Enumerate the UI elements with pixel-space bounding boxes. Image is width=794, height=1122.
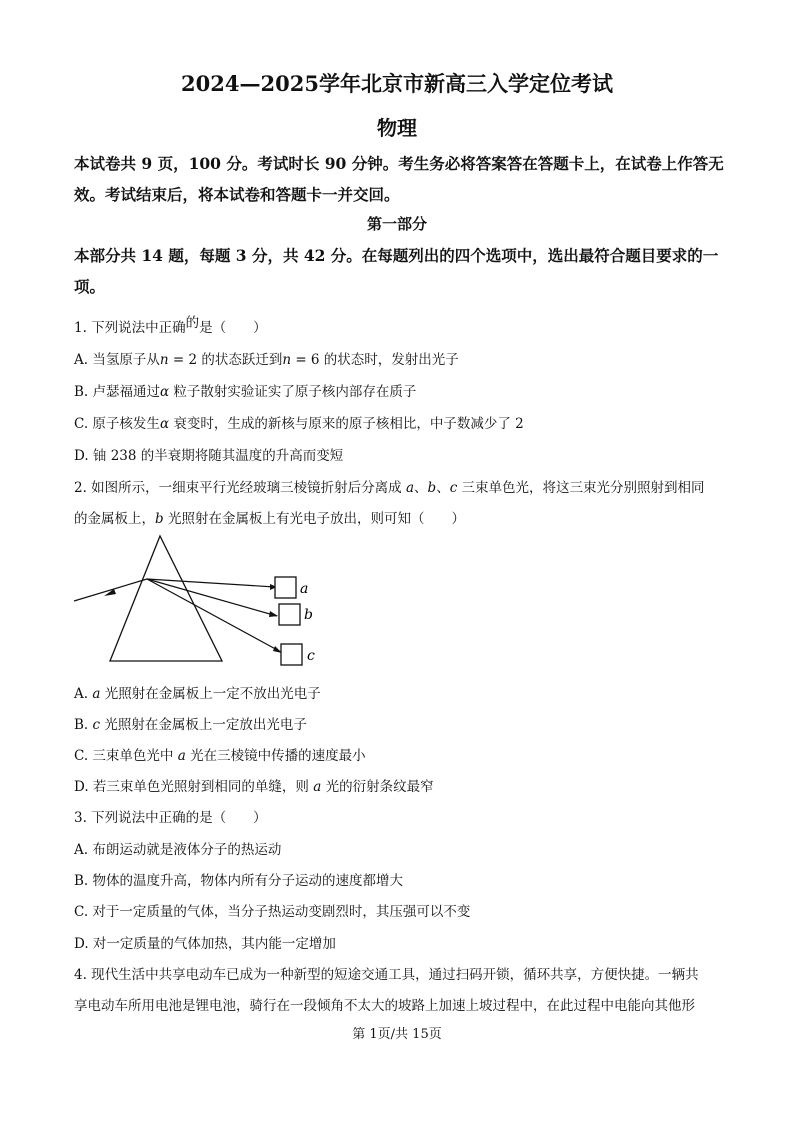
ray-a — [147, 579, 275, 587]
q3-option-d: D. 对一定质量的气体加热，其内能一定增加 — [74, 936, 336, 952]
ray-b-arrow — [269, 611, 278, 617]
q1-option-c: C. 原子核发生α 衰变时，生成的新核与原来的原子核相比，中子数减少了 2 — [74, 416, 524, 432]
q3-option-b: B. 物体的温度升高，物体内所有分子运动的速度都增大 — [74, 873, 404, 889]
page-number: 第 1页/共 15页 — [352, 1027, 442, 1042]
q1-option-d: D. 铀 238 的半衰期将随其温度的升高而变短 — [74, 448, 344, 464]
instructions-line-1: 本试卷共 9 页，100 分。考试时长 90 分钟。考生务必将答案答在答题卡上，在试卷上作答无 — [74, 154, 724, 173]
label-b: b — [304, 607, 313, 623]
q4-stem-line-2: 享电动车所用电池是锂电池，骑行在一段倾角不太大的坡路上加速上坡过程中，在此过程中电能向其他形 — [74, 998, 695, 1014]
metal-plate-a — [275, 577, 296, 598]
q2-option-d: D. 若三束单色光照射到相同的单缝，则 a 光的衍射条纹最窄 — [74, 779, 434, 795]
label-a: a — [300, 581, 309, 597]
incident-ray — [74, 579, 147, 601]
ray-c — [147, 579, 281, 652]
section-desc-line-2: 项。 — [74, 277, 106, 296]
exam-title: 2024—2025学年北京市新高三入学定位考试 — [181, 71, 613, 96]
subject-title: 物理 — [377, 116, 417, 140]
q2-option-a: A. a 光照射在金属板上一定不放出光电子 — [74, 686, 321, 702]
q1-option-b: B. 卢瑟福通过α 粒子散射实验证实了原子核内部存在质子 — [74, 384, 417, 400]
metal-plate-c — [281, 644, 302, 665]
q1-option-a: A. 当氢原子从n = 2 的状态跃迁到n = 6 的状态时，发射出光子 — [74, 352, 459, 368]
q2-stem-line-1: 2. 如图所示，一细束平行光经玻璃三棱镜折射后分离成 a、b、c 三束单色光，将这三束光分别照射到相同 — [74, 480, 705, 496]
ray-b — [147, 579, 277, 616]
q3-stem: 3. 下列说法中正确的是（ ） — [74, 810, 267, 826]
q3-option-c: C. 对于一定质量的气体，当分子热运动变剧烈时，其压强可以不变 — [74, 904, 471, 920]
prism-triangle — [110, 536, 222, 661]
prism-diagram — [70, 530, 330, 670]
section-desc-line-1: 本部分共 14 题，每题 3 分，共 42 分。在每题列出的四个选项中，选出最符合题目要求的一 — [74, 246, 719, 265]
q2-option-b: B. c 光照射在金属板上一定放出光电子 — [74, 717, 307, 733]
label-c: c — [307, 648, 315, 664]
q2-stem-line-2: 的金属板上，b 光照射在金属板上有光电子放出，则可知（ ） — [74, 511, 465, 527]
q2-option-c: C. 三束单色光中 a 光在三棱镜中传播的速度最小 — [74, 748, 366, 764]
q3-option-a: A. 布朗运动就是液体分子的热运动 — [74, 842, 282, 858]
metal-plate-b — [279, 604, 300, 625]
q4-stem-line-1: 4. 现代生活中共享电动车已成为一种新型的短途交通工具，通过扫码开锁，循环共享，方便快捷。一辆共 — [74, 967, 699, 983]
q1-stem: 1. 下列说法中正确的是（ ） — [74, 315, 267, 336]
section-title: 第一部分 — [366, 215, 427, 233]
instructions-line-2: 效。考试结束后，将本试卷和答题卡一并交回。 — [74, 185, 400, 204]
